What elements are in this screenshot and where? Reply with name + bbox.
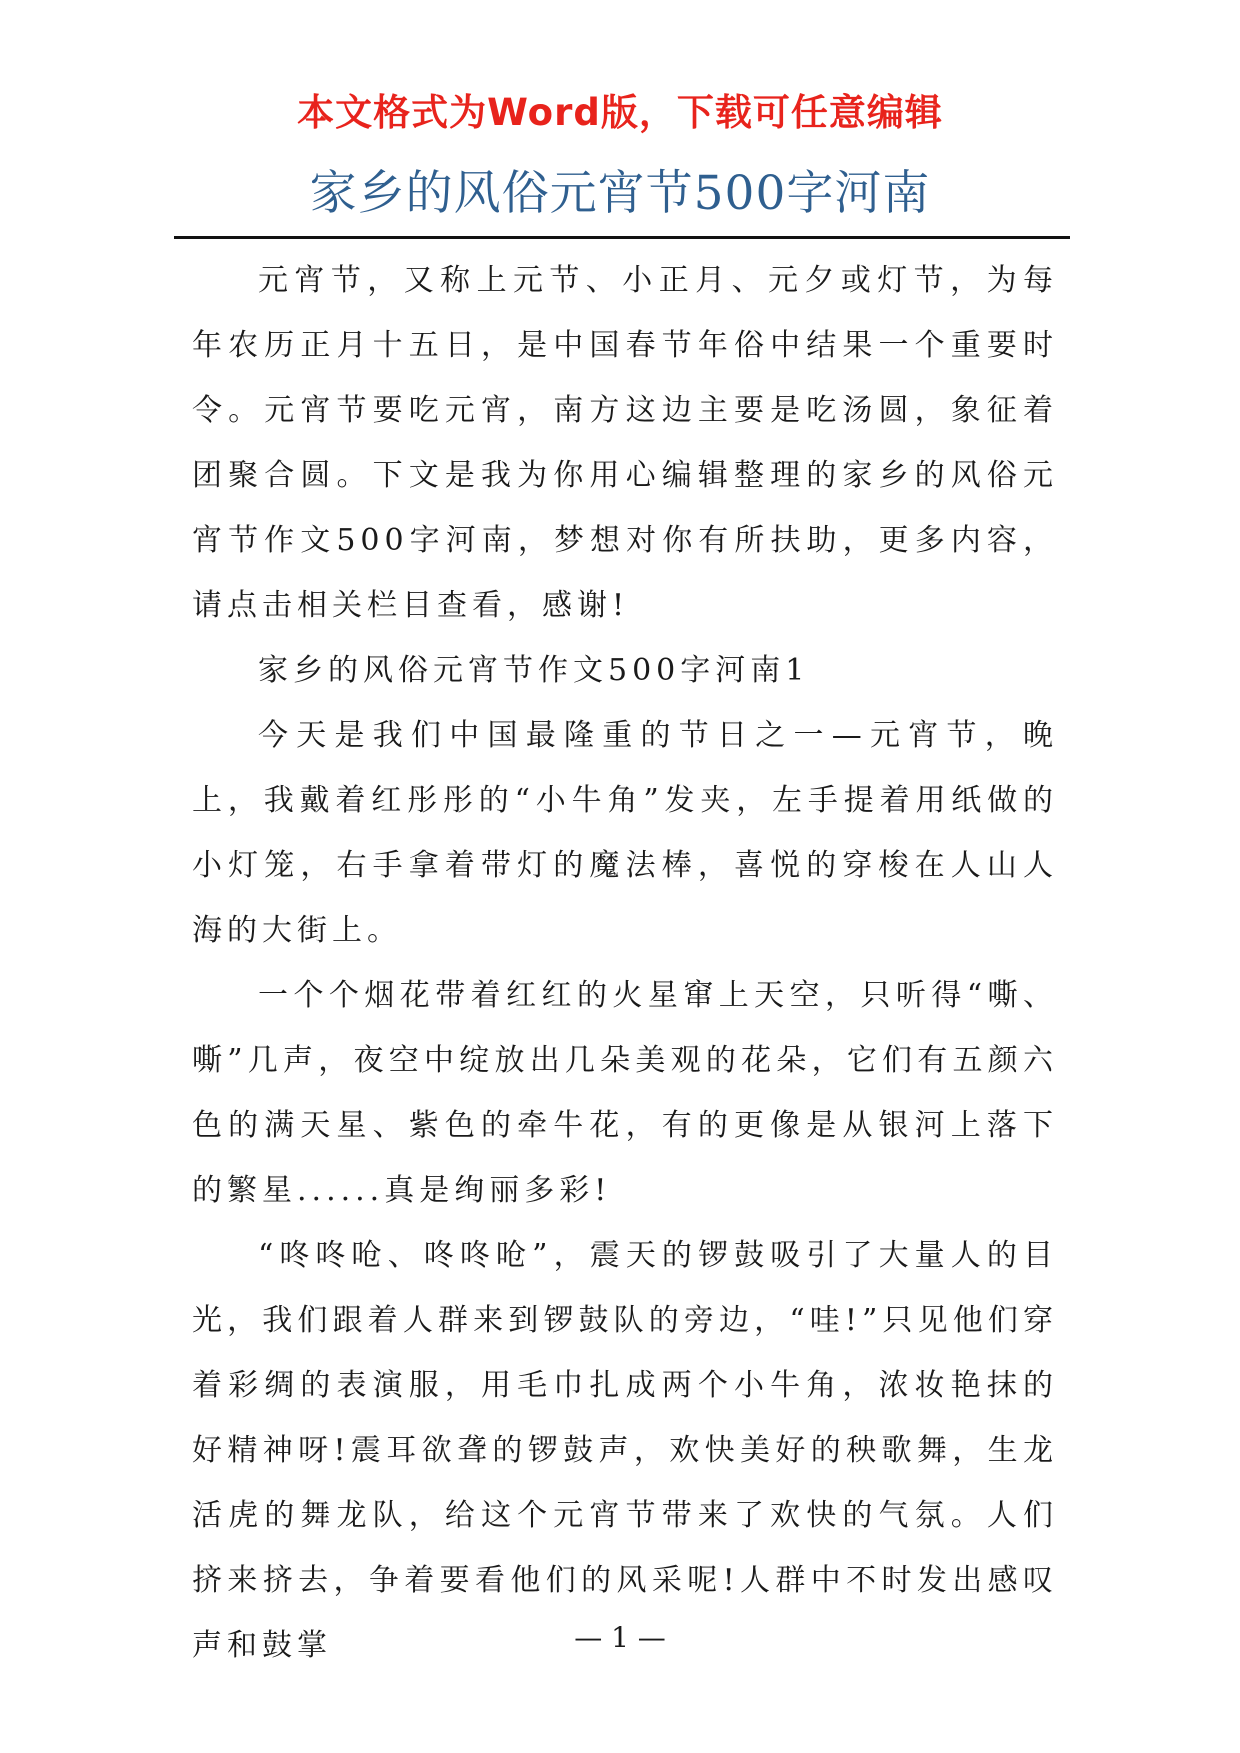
body-paragraph: 今天是我们中国最隆重的节日之一—元宵节，晚上，我戴着红彤彤的“小牛角”发夹，左手提着用纸做的小灯笼，右手拿着带灯的魔法棒，喜悦的穿梭在人山人海的大街上。 bbox=[192, 718, 1058, 948]
intro-paragraph: 元宵节，又称上元节、小正月、元夕或灯节，为每年农历正月十五日，是中国春节年俗中结果一个重要时令。元宵节要吃元宵，南方这边主要是吃汤圆，象征着团聚合圆。下文是我为你用心编辑整理的家乡的风俗元宵节作文500字河南，梦想对你有所扶助，更多内容，请点击相关栏目查看，感谢! bbox=[192, 263, 1058, 623]
body-paragraph: 一个个烟花带着红红的火星窜上天空，只听得“嘶、嘶”几声，夜空中绽放出几朵美观的花朵，它们有五颜六色的满天星、紫色的牵牛花，有的更像是从银河上落下的繁星......真是绚丽多彩! bbox=[192, 978, 1058, 1208]
section-heading: 家乡的风俗元宵节作文500字河南1 bbox=[258, 653, 810, 688]
document-body bbox=[192, 248, 1058, 1678]
title-divider bbox=[174, 236, 1070, 239]
format-notice-banner: 本文格式为Word版，下载可任意编辑 bbox=[297, 91, 943, 134]
document-title: 家乡的风俗元宵节500字河南 bbox=[309, 166, 931, 221]
page-number: — 1 — bbox=[574, 1621, 666, 1654]
body-paragraph: “咚咚呛、咚咚呛”，震天的锣鼓吸引了大量人的目光，我们跟着人群来到锣鼓队的旁边，“哇!”只见他们穿着彩绸的表演服，用毛巾扎成两个小牛角，浓妆艳抹的好精神呀!震耳欲聋的锣鼓声，欢快美好的秧歌舞，生龙活虎的舞龙队，给这个元宵节带来了欢快的气氛。人们挤来挤去，争着要看他们的风采呢!人群中不时发出感叹声和鼓掌 bbox=[192, 1238, 1058, 1663]
